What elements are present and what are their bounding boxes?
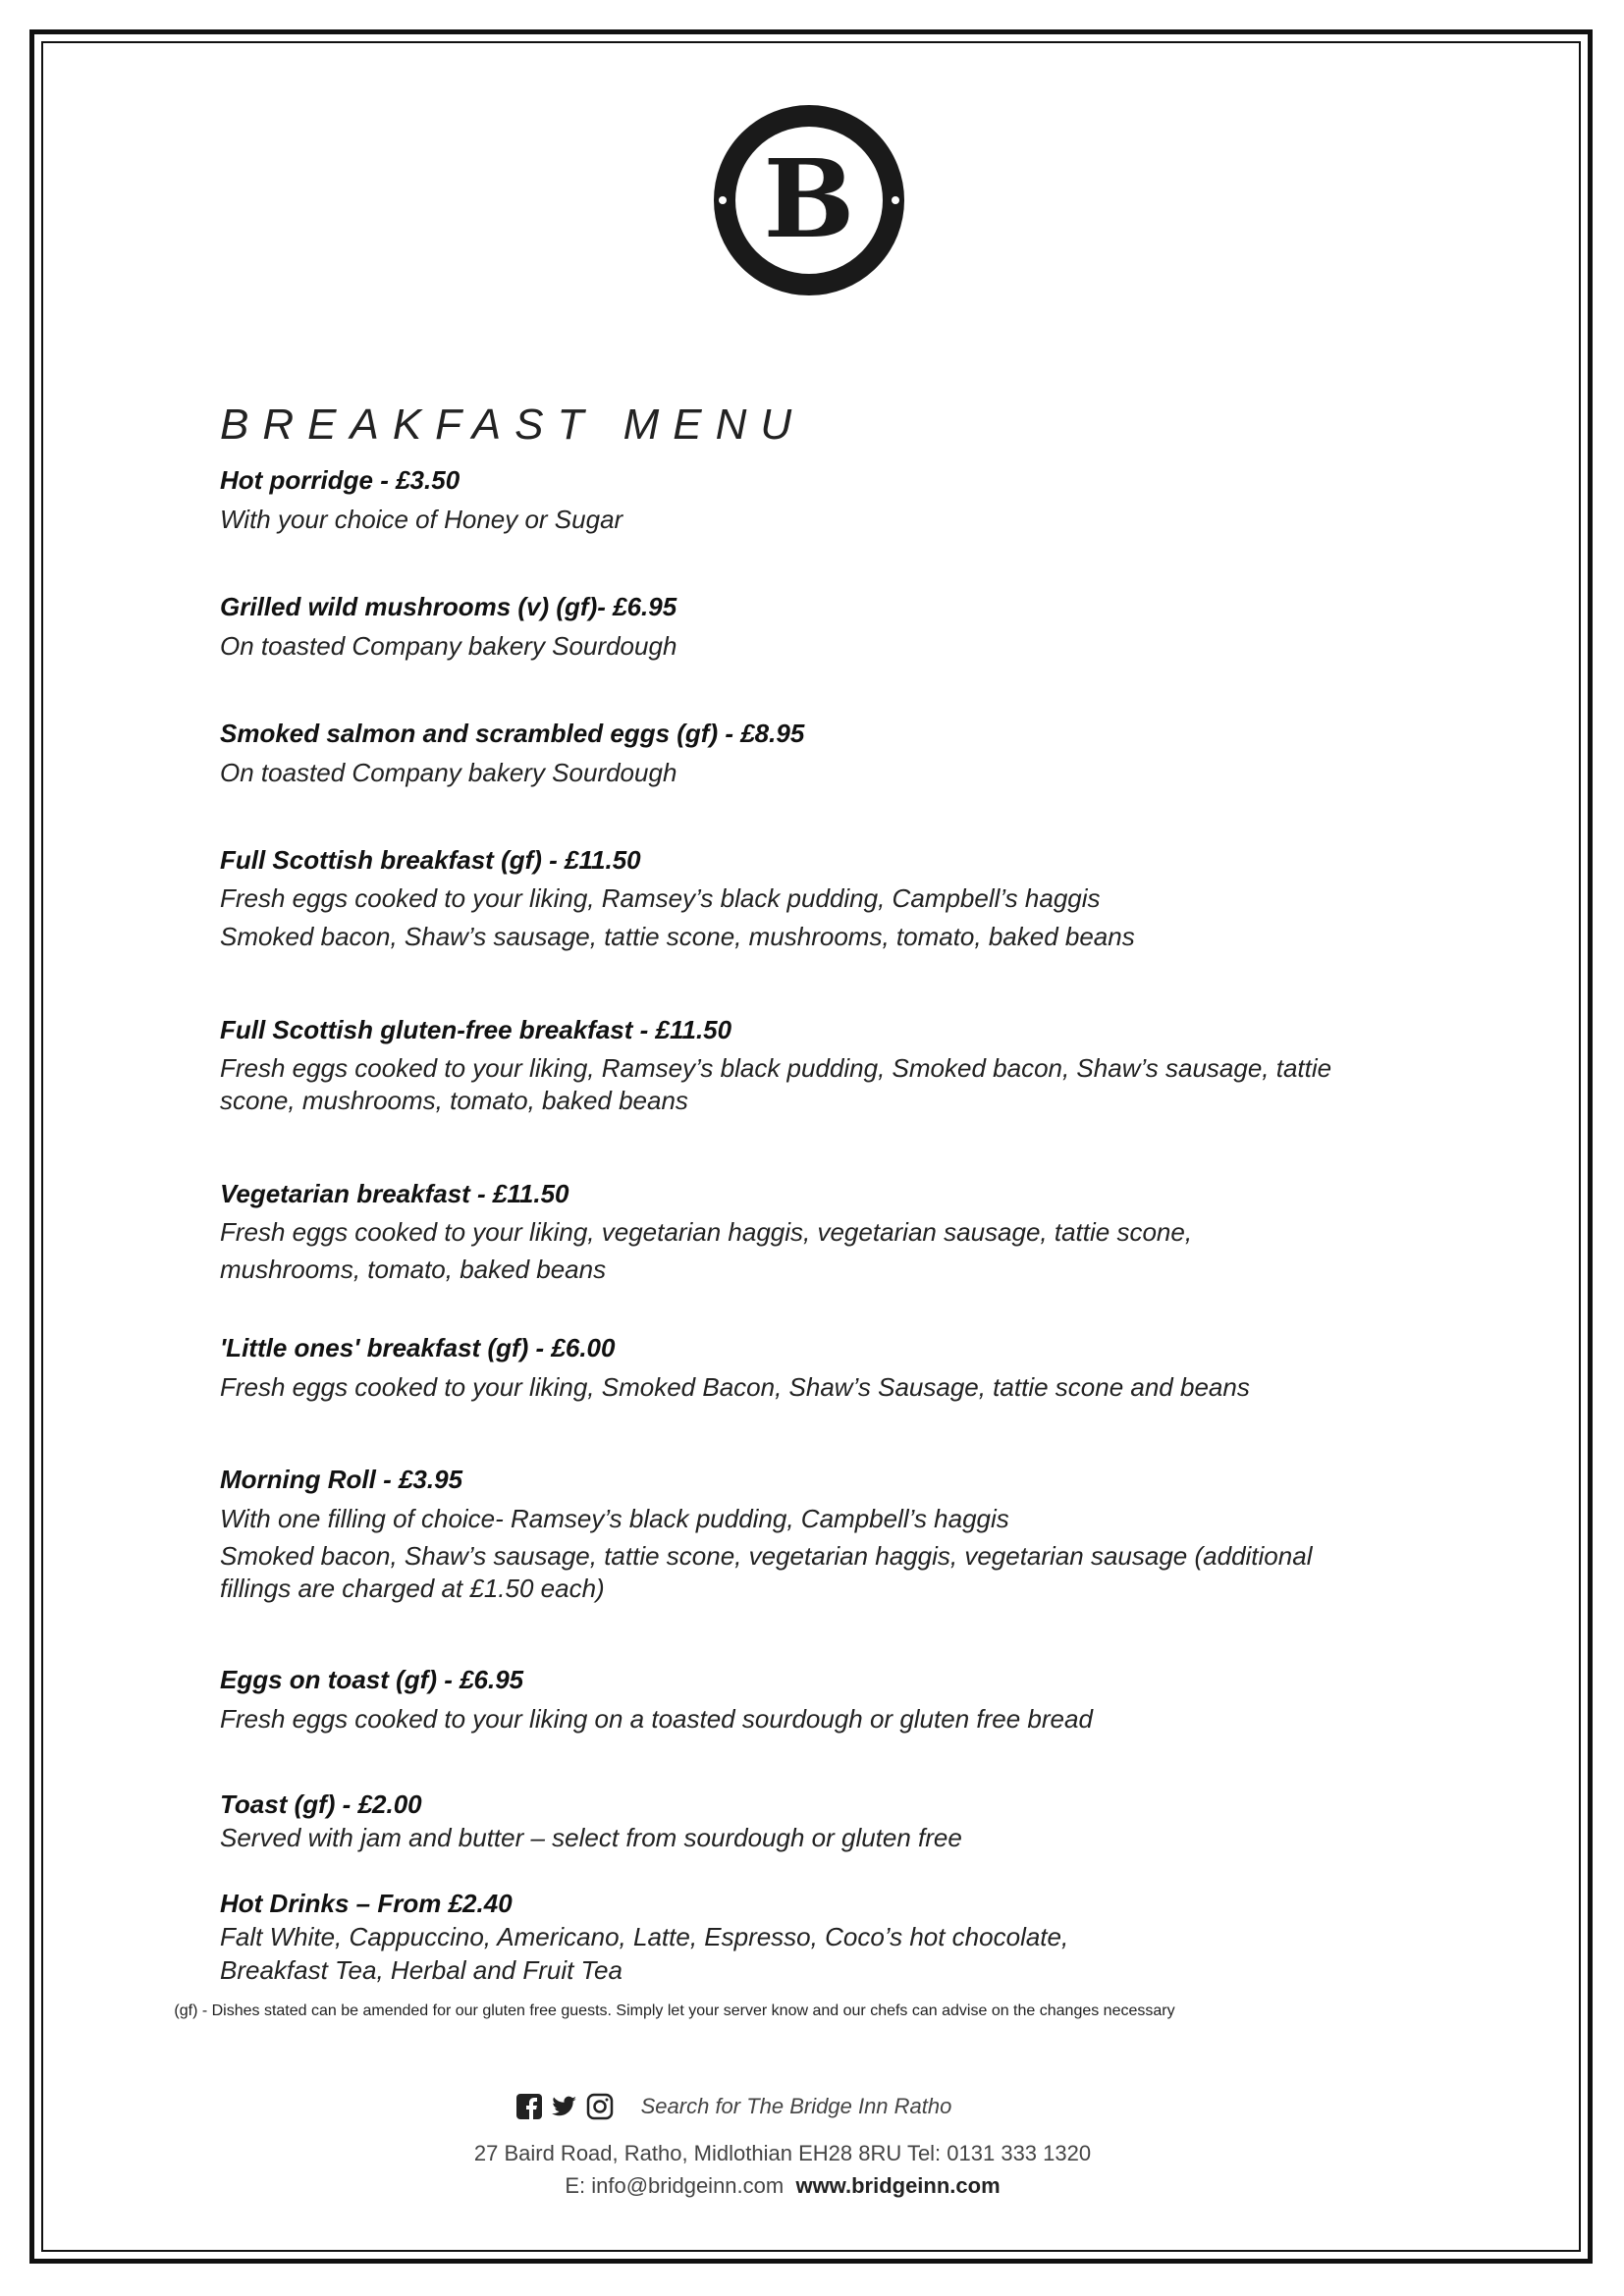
menu-item-description: Fresh eggs cooked to your liking, Ramsey’s black pudding, Smoked bacon, Shaw’s sausage, tattie bbox=[220, 1053, 1332, 1083]
menu-item-description: With one filling of choice- Ramsey’s black pudding, Campbell’s haggis bbox=[220, 1504, 1009, 1533]
menu-item-name: Morning Roll - £3.95 bbox=[220, 1465, 463, 1494]
menu-item-name: Hot Drinks – From £2.40 bbox=[220, 1889, 513, 1918]
address: 27 Baird Road, Ratho, Midlothian EH28 8RU Tel: 0131 333 1320 bbox=[473, 2141, 1092, 2165]
menu-item-description: Falt White, Cappuccino, Americano, Latte, Espresso, Coco’s hot chocolate, bbox=[220, 1922, 1069, 1951]
menu-item-description: Fresh eggs cooked to your liking, Smoked Bacon, Shaw’s Sausage, tattie scone and beans bbox=[220, 1372, 1250, 1402]
social-search-text: Search for The Bridge Inn Ratho bbox=[640, 2094, 952, 2118]
bridge-inn-logo bbox=[713, 104, 905, 296]
menu-item-description: On toasted Company bakery Sourdough bbox=[220, 758, 677, 787]
menu-item-description: With your choice of Honey or Sugar bbox=[220, 505, 623, 534]
menu-item-name: 'Little ones' breakfast (gf) - £6.00 bbox=[220, 1333, 616, 1362]
menu-item-description: mushrooms, tomato, baked beans bbox=[220, 1255, 607, 1284]
facebook-icon[interactable] bbox=[515, 2093, 543, 2120]
menu-item-description: Fresh eggs cooked to your liking on a toasted sourdough or gluten free bread bbox=[220, 1704, 1093, 1734]
social-row bbox=[0, 2093, 1545, 2120]
menu-item-name: Eggs on toast (gf) - £6.95 bbox=[220, 1665, 524, 1694]
menu-item-description: fillings are charged at £1.50 each) bbox=[220, 1574, 605, 1603]
menu-item-name: Full Scottish gluten-free breakfast - £11.50 bbox=[220, 1015, 732, 1044]
page-border-inner bbox=[41, 41, 1581, 2252]
menu-item-description: Served with jam and butter – select from sourdough or gluten free bbox=[220, 1823, 962, 1852]
menu-item-name: Vegetarian breakfast - £11.50 bbox=[220, 1179, 569, 1208]
gluten-free-footnote: (gf) - Dishes stated can be amended for our gluten free guests. Simply let your server know and our chefs can advise on the changes necessary bbox=[174, 2002, 1175, 2019]
menu-item-name: Full Scottish breakfast (gf) - £11.50 bbox=[220, 845, 641, 875]
menu-item-name: Toast (gf) - £2.00 bbox=[220, 1789, 422, 1819]
twitter-icon[interactable] bbox=[551, 2093, 578, 2120]
menu-item-description: Smoked bacon, Shaw’s sausage, tattie scone, vegetarian haggis, vegetarian sausage (additional bbox=[220, 1541, 1313, 1571]
menu-item-description: Fresh eggs cooked to your liking, vegetarian haggis, vegetarian sausage, tattie scone, bbox=[220, 1217, 1193, 1247]
email[interactable]: E: info@bridgeinn.com bbox=[565, 2173, 785, 2198]
website-link[interactable]: www.bridgeinn.com bbox=[795, 2173, 1001, 2198]
menu-item-description: Breakfast Tea, Herbal and Fruit Tea bbox=[220, 1955, 623, 1985]
menu-item-description: Fresh eggs cooked to your liking, Ramsey’s black pudding, Campbell’s haggis bbox=[220, 883, 1101, 913]
menu-item-description: On toasted Company bakery Sourdough bbox=[220, 631, 677, 661]
contact-line bbox=[0, 2173, 1595, 2199]
logo-letter: B bbox=[763, 135, 855, 262]
instagram-icon[interactable] bbox=[586, 2093, 614, 2120]
menu-item-name: Smoked salmon and scrambled eggs (gf) - £8.95 bbox=[220, 719, 805, 748]
menu-item-description: scone, mushrooms, tomato, baked beans bbox=[220, 1086, 688, 1115]
menu-item-name: Grilled wild mushrooms (v) (gf)- £6.95 bbox=[220, 592, 677, 621]
menu-item-name: Hot porridge - £3.50 bbox=[220, 465, 460, 495]
menu-title: BREAKFAST MENU bbox=[220, 400, 806, 449]
menu-item-description: Smoked bacon, Shaw’s sausage, tattie scone, mushrooms, tomato, baked beans bbox=[220, 922, 1135, 951]
